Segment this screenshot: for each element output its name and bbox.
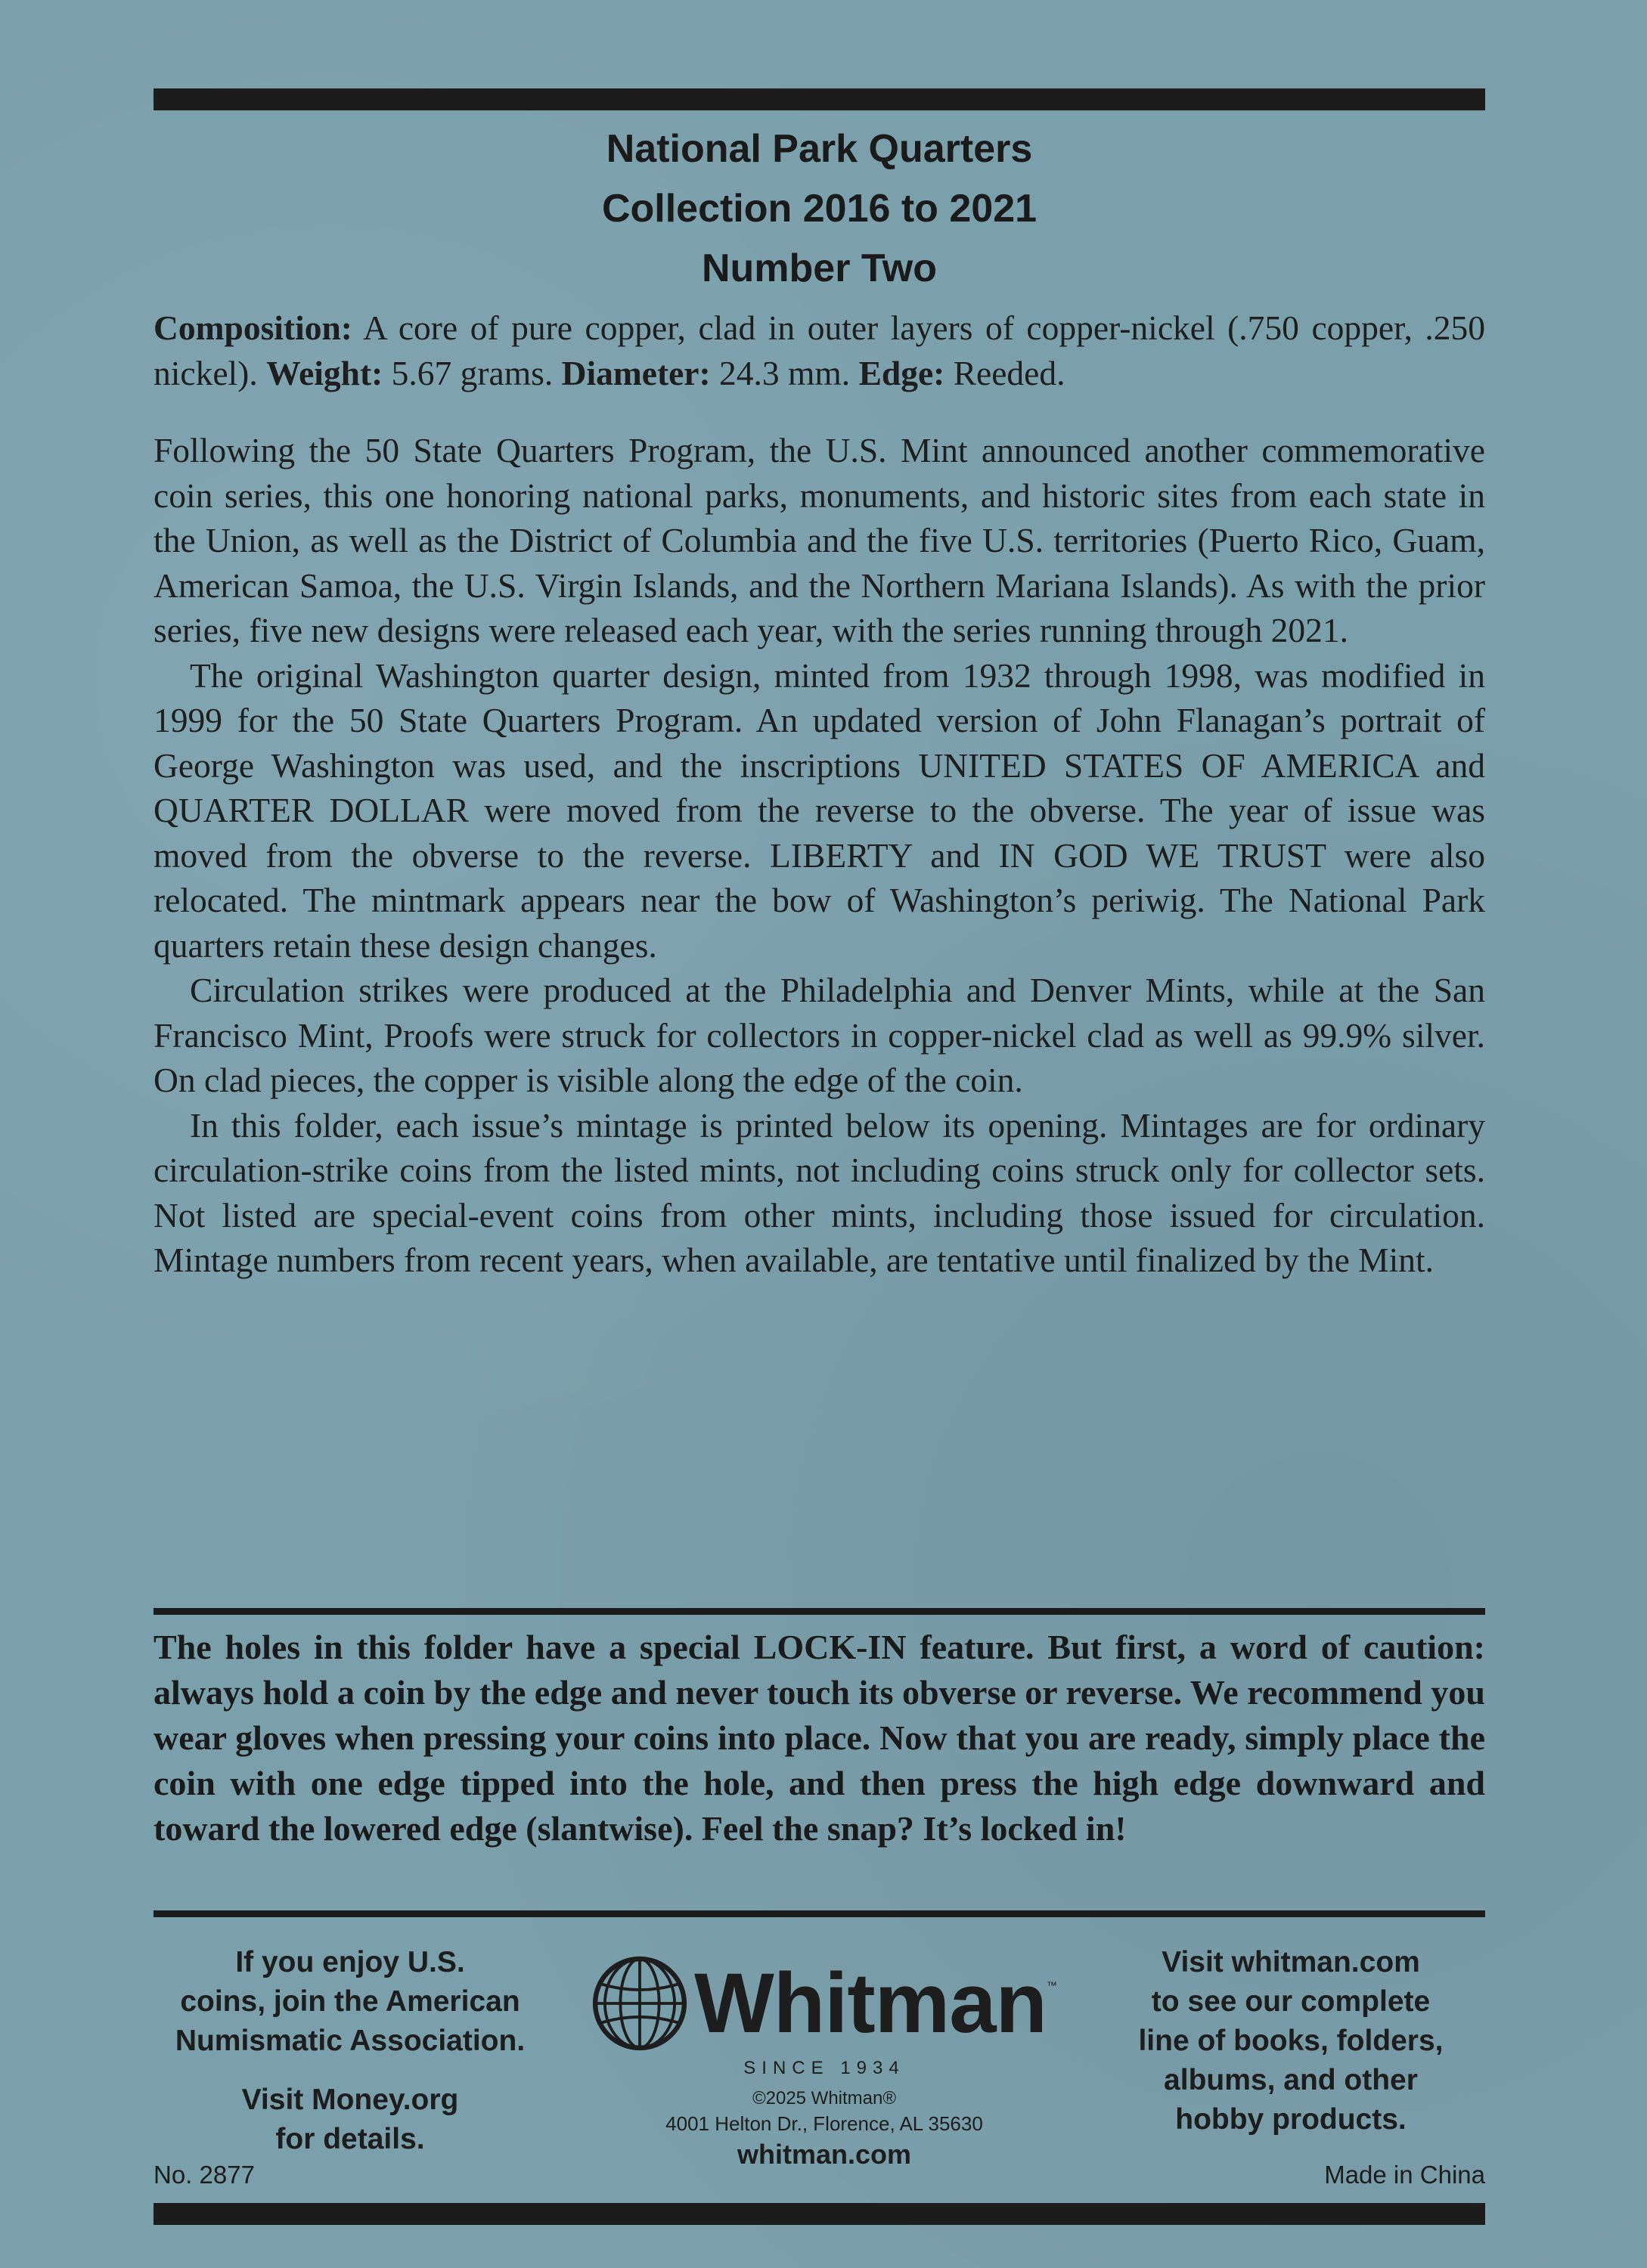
history-section bbox=[154, 428, 1485, 1283]
ana-line-3: Numismatic Association. bbox=[175, 2025, 526, 2057]
country-of-origin: Made in China bbox=[1324, 2161, 1485, 2189]
ana-line-1: If you enjoy U.S. bbox=[235, 1946, 465, 1978]
history-paragraph-4: In this folder, each issue’s mintage is printed below its opening. Mintages are for ordinary circulation-strike coins from the listed mints, not including coins struck only for collector sets. Not listed are special-event coins from other mints, including those issued for circulation. Mintage numbers from recent years, when available, are tentative until finalized by the Mint. bbox=[154, 1105, 1485, 1279]
bottom-rule bbox=[154, 2203, 1485, 2225]
company-address: 4001 Helton Dr., Florence, AL 35630 bbox=[665, 2112, 983, 2135]
globe-icon bbox=[591, 1955, 688, 2052]
title-line-3: Number Two bbox=[701, 246, 938, 290]
promo-line-3: line of books, folders, bbox=[1138, 2025, 1444, 2057]
diameter-value: 24.3 mm. bbox=[719, 353, 851, 392]
section-rule-lower bbox=[154, 1910, 1485, 1917]
top-rule bbox=[154, 88, 1485, 110]
website-url: whitman.com bbox=[737, 2139, 912, 2170]
trademark-symbol: ™ bbox=[1046, 1979, 1057, 1991]
title-line-2: Collection 2016 to 2021 bbox=[601, 187, 1038, 231]
weight-label: Weight: bbox=[266, 353, 383, 392]
edge-value: Reeded. bbox=[953, 353, 1065, 392]
ana-promo bbox=[154, 1943, 547, 2159]
title-line-1: National Park Quarters bbox=[606, 127, 1033, 171]
whitman-logo-block bbox=[582, 1950, 1066, 2170]
diameter-label: Diameter: bbox=[561, 353, 711, 392]
history-paragraph-3: Circulation strikes were produced at the Philadelphia and Denver Mints, while at the San Francisco Mint, Proofs were struck for collectors in copper-nickel clad as well as 99.9% silver. On clad pieces, the copper is visible along the edge of the coin. bbox=[154, 971, 1485, 1099]
lock-in-instructions: The holes in this folder have a special LOCK-IN feature. But first, a word of caution: always hold a coin by the edge and never touch its obverse or reverse. We recommend you wear gloves when pressing your coins into place. Now that you are ready, simply place the coin with one edge tipped into the hole, and then press the high edge downward and toward the lowered edge (slantwise). Feel the snap? It’s locked in! bbox=[154, 1628, 1485, 1848]
since-year: SINCE 1934 bbox=[743, 2058, 905, 2078]
whitman-promo bbox=[1096, 1943, 1485, 2139]
page-title bbox=[154, 119, 1485, 299]
promo-line-1: Visit whitman.com bbox=[1162, 1946, 1420, 1978]
ana-line-5: for details. bbox=[275, 2123, 425, 2155]
history-paragraph-1: Following the 50 State Quarters Program, the U.S. Mint announced another commemorative coin series, this one honoring national parks, monuments, and historic sites from each state in the Union, as well as the District of Columbia and the five U.S. territories (Puerto Rico, Guam, American Samoa, the U.S. Virgin Islands, and the Northern Mariana Islands). As with the prior series, five new designs were released each year, with the series running through 2021. bbox=[154, 431, 1485, 649]
whitman-logo bbox=[582, 1950, 1066, 2056]
promo-line-4: albums, and other bbox=[1164, 2064, 1418, 2096]
specifications-paragraph bbox=[154, 305, 1485, 395]
copyright-notice: ©2025 Whitman® bbox=[752, 2088, 897, 2108]
promo-line-2: to see our complete bbox=[1151, 1985, 1431, 2018]
ana-line-2: coins, join the American bbox=[180, 1985, 520, 2018]
item-number: No. 2877 bbox=[154, 2161, 255, 2189]
section-rule-upper bbox=[154, 1608, 1485, 1615]
edge-label: Edge: bbox=[858, 353, 945, 392]
composition-label: Composition: bbox=[154, 308, 352, 347]
ana-line-4: Visit Money.org bbox=[241, 2084, 459, 2116]
promo-line-5: hobby products. bbox=[1175, 2103, 1407, 2136]
history-paragraph-2: The original Washington quarter design, minted from 1932 through 1998, was modified in 1999 for the 50 State Quarters Program. An updated version of John Flanagan’s portrait of George Washington was used, and the inscriptions UNITED STATES OF AMERICA and QUARTER DOLLAR were moved from the reverse to the obverse. The year of issue was moved from the obverse to the reverse. LIBERTY and IN GOD WE TRUST were also relocated. The mintmark appears near the bow of Washington’s periwig. The National Park quarters retain these design changes. bbox=[154, 655, 1485, 965]
weight-value: 5.67 grams. bbox=[391, 353, 554, 392]
composition-value: A core of pure copper, clad in outer layers of copper-nickel (.750 copper, .250 nickel). bbox=[154, 308, 1485, 392]
brand-name: Whitman bbox=[694, 1956, 1047, 2050]
